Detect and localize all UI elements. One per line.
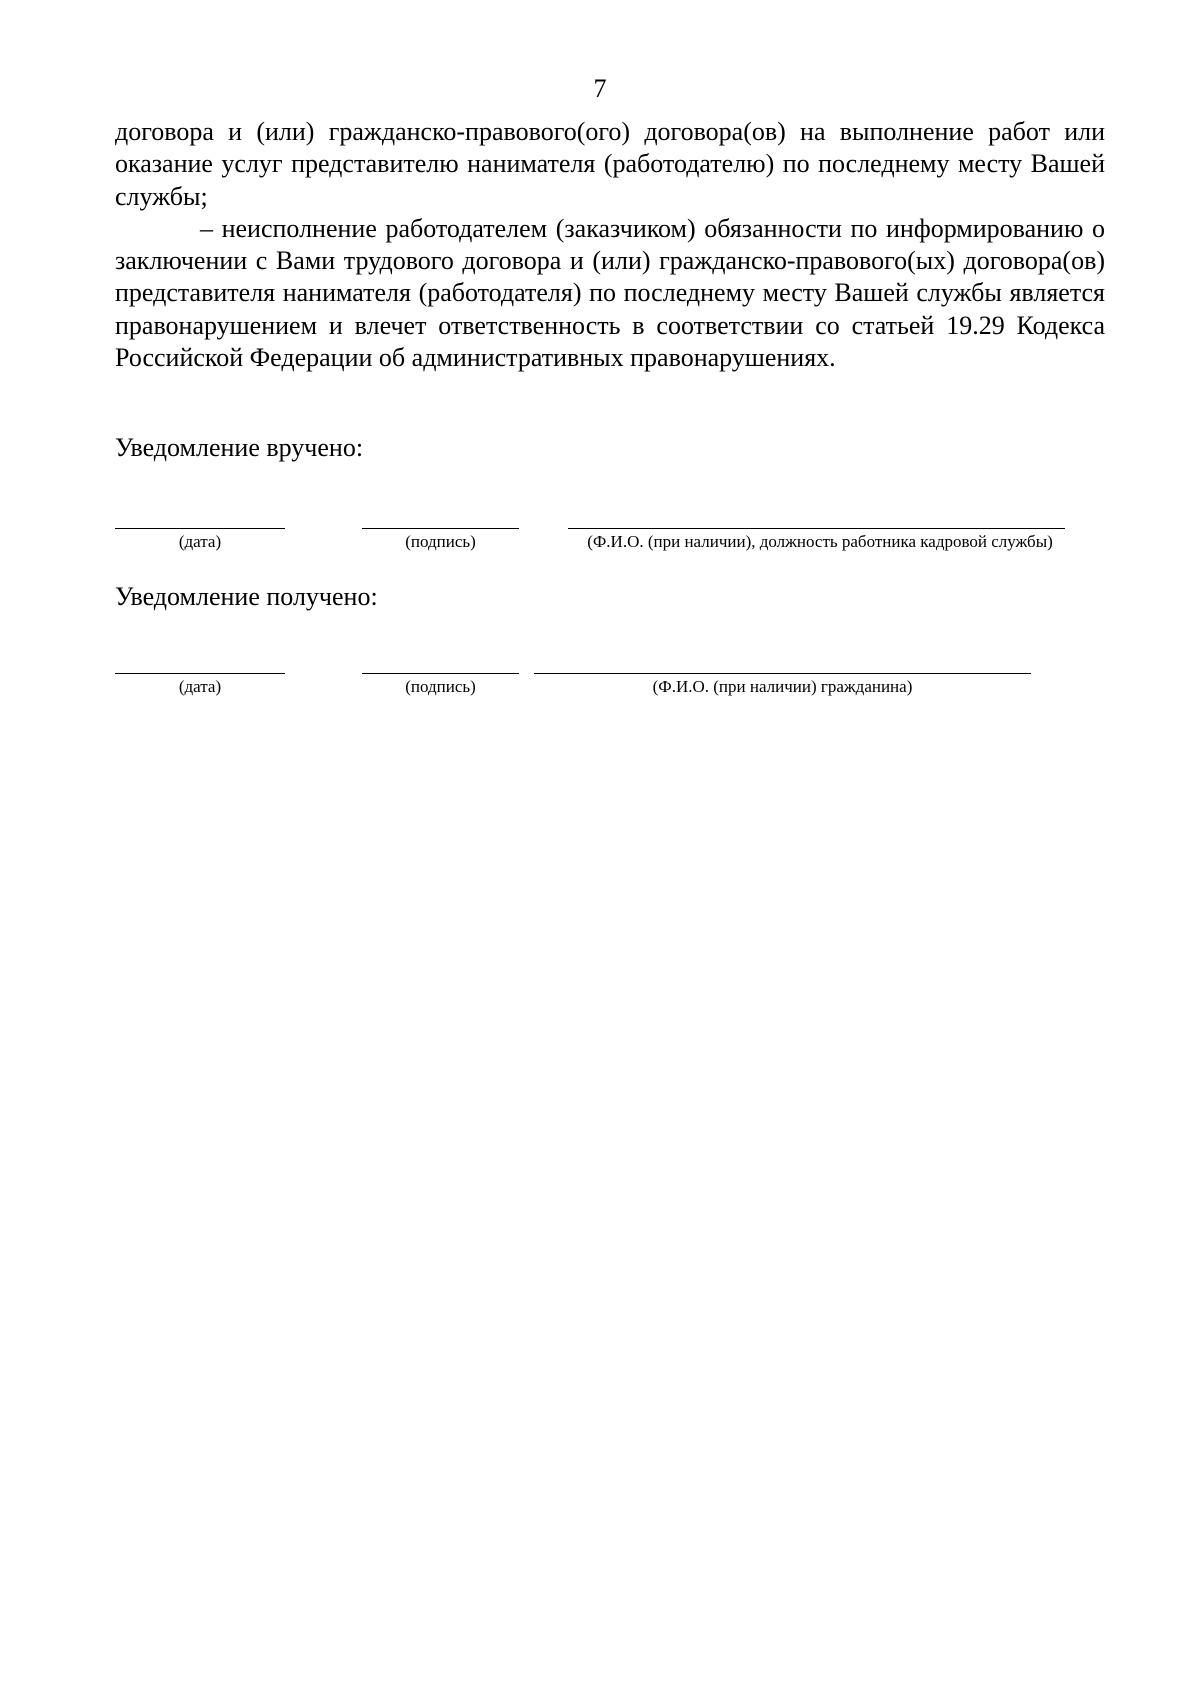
received-name-caption: (Ф.И.О. (при наличии) гражданина) [652, 677, 913, 696]
received-date-line [115, 673, 285, 674]
delivered-name-line [568, 528, 1065, 529]
delivered-date-caption: (дата) [178, 532, 222, 551]
document-body [115, 116, 1105, 374]
delivered-signature-caption: (подпись) [405, 532, 476, 551]
received-signature-caption: (подпись) [405, 677, 476, 696]
page-number: 7 [593, 74, 607, 103]
paragraph-notice: – неисполнение работодателем (заказчиком) обязанности по информированию о заключении с Вами трудового договора и (или) гражданско-правового(ых) договора(ов) представителя нанимателя (работодателя) по последнему месту Вашей службы является правонарушением и влечет ответственность в соответствии со статьей 19.29 Кодекса Российской Федерации об административных правонарушениях. [115, 213, 1105, 373]
received-name-line [534, 673, 1031, 674]
received-signature-line [362, 673, 519, 674]
delivered-heading: Уведомление вручено: [115, 433, 364, 462]
received-date-caption: (дата) [178, 677, 222, 696]
received-heading: Уведомление получено: [115, 582, 378, 611]
delivered-signature-line [362, 528, 519, 529]
delivered-name-caption: (Ф.И.О. (при наличии), должность работника кадровой службы) [587, 532, 1053, 551]
paragraph-continuation: договора и (или) гражданско-правового(ого) договора(ов) на выполнение работ или оказание услуг представителю нанимателя (работодателю) по последнему месту Вашей службы; [115, 117, 1105, 211]
delivered-date-line [115, 528, 285, 529]
